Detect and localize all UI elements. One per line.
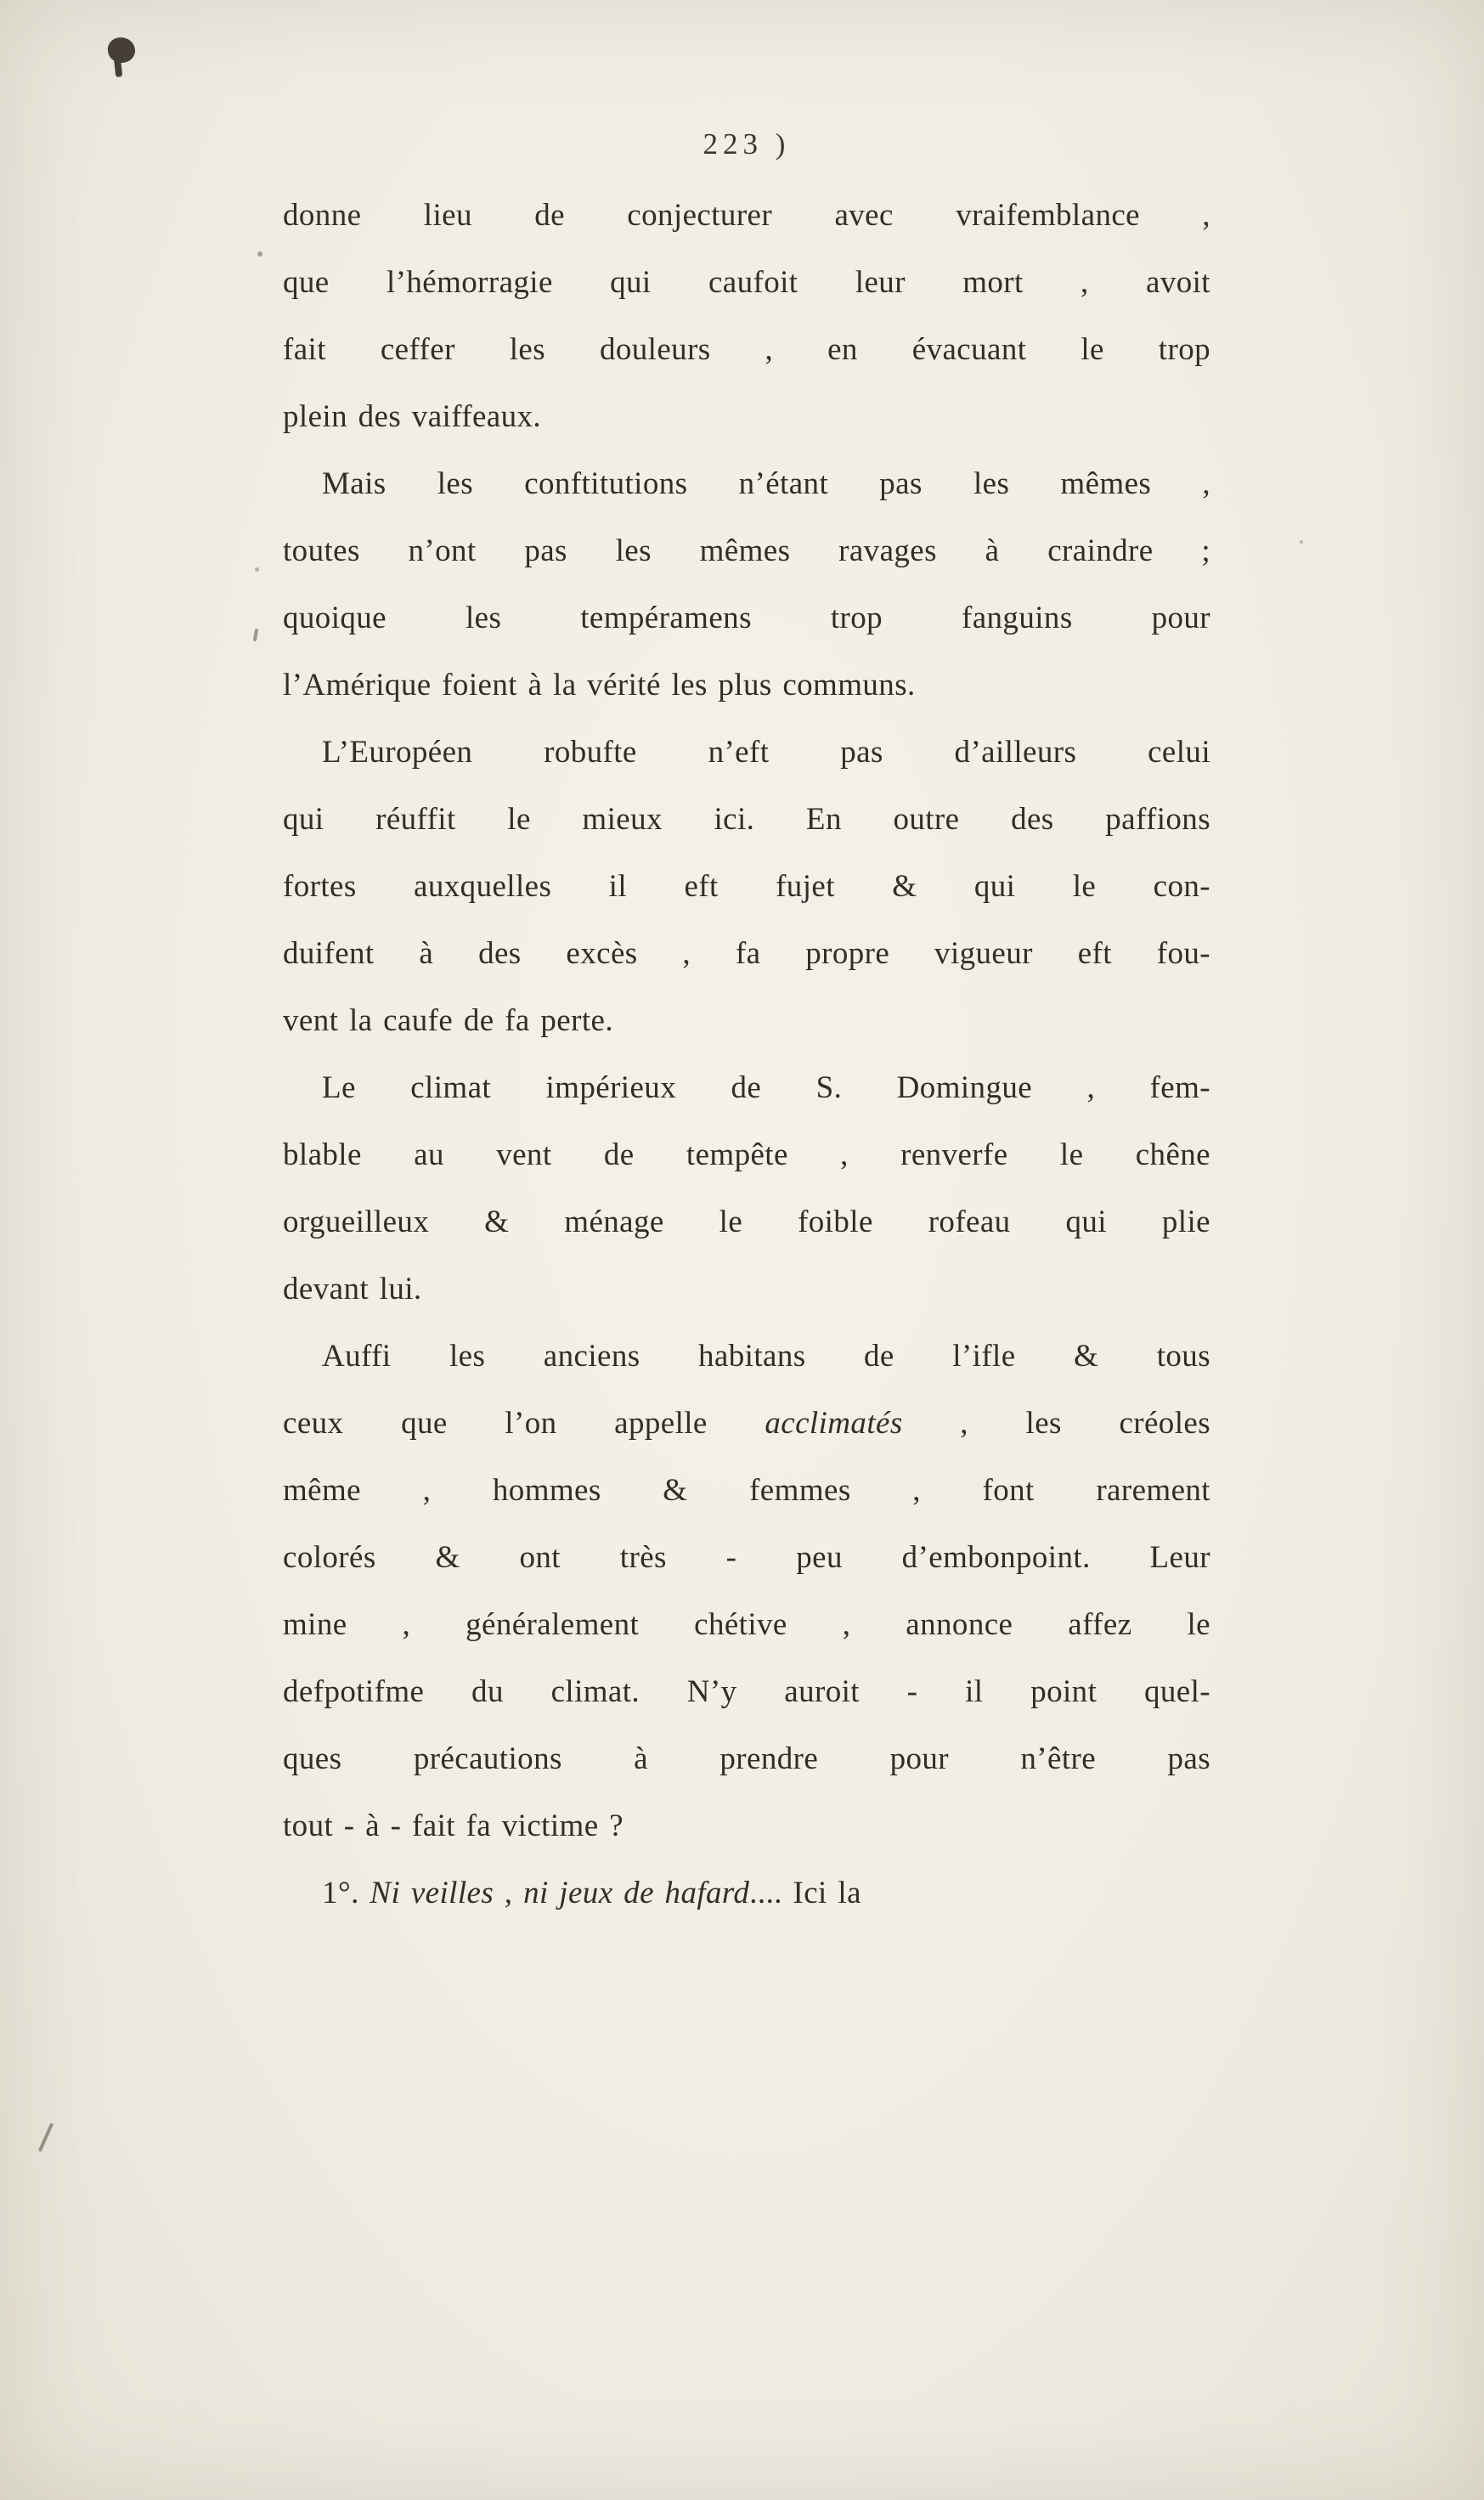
text-line xyxy=(283,920,1210,987)
text-segment: Le climat impérieux de S. Domingue , fem- xyxy=(322,1070,1210,1105)
text-segment: fortes auxquelles il eft fujet & qui le con- xyxy=(283,869,1210,904)
text-segment: l’Amérique foient à la vérité les plus communs. xyxy=(283,668,916,703)
text-segment: duifent à des excès , fa propre vigueur eft fou- xyxy=(283,936,1210,971)
text-segment: même , hommes & femmes , font rarement xyxy=(283,1473,1210,1508)
text-segment: ques précautions à prendre pour n’être pas xyxy=(283,1741,1210,1776)
text-segment: Mais les conftitutions n’étant pas les mêmes , xyxy=(322,466,1210,501)
text-segment: qui réuffit le mieux ici. En outre des paffions xyxy=(283,802,1210,837)
text-line xyxy=(283,853,1210,920)
text-segment: colorés & ont très - peu d’embonpoint. Leur xyxy=(283,1540,1210,1575)
text-line xyxy=(283,719,1210,786)
text-line xyxy=(283,1591,1210,1658)
text-line xyxy=(283,1121,1210,1188)
text-line xyxy=(283,1859,1210,1927)
text-segment: toutes n’ont pas les mêmes ravages à craindre ; xyxy=(283,533,1210,568)
text-segment: orgueilleux & ménage le foible rofeau qui plie xyxy=(283,1205,1210,1239)
margin-speck xyxy=(255,567,259,572)
text-line xyxy=(283,1725,1210,1792)
text-line xyxy=(283,1524,1210,1591)
paragraphs xyxy=(283,182,1210,1927)
text-line xyxy=(283,1256,1210,1323)
text-segment: quoique les tempéramens trop fanguins pour xyxy=(283,601,1210,635)
text-line xyxy=(283,1792,1210,1859)
text-line xyxy=(283,1323,1210,1390)
text-line xyxy=(283,450,1210,517)
text-line xyxy=(283,786,1210,853)
text-segment: Auffi les anciens habitans de l’ifle & tous xyxy=(322,1339,1210,1374)
text-segment: mine , généralement chétive , annonce affez le xyxy=(283,1607,1210,1642)
text-segment: donne lieu de conjecturer avec vraifemblance , xyxy=(283,198,1210,233)
margin-slash-mark xyxy=(38,2123,54,2153)
text-line xyxy=(283,1188,1210,1256)
text-segment: devant lui. xyxy=(283,1272,422,1306)
ink-blot-mark xyxy=(107,36,137,64)
italic-text-segment: acclimatés xyxy=(765,1406,903,1441)
text-segment: blable au vent de tempête , renverfe le chêne xyxy=(283,1137,1210,1172)
text-line xyxy=(283,584,1210,652)
text-line xyxy=(283,182,1210,249)
text-line xyxy=(283,1457,1210,1524)
margin-tick-mark xyxy=(253,629,259,641)
page-number: 223 ) xyxy=(703,127,791,161)
text-segment: 1°. xyxy=(322,1876,370,1910)
text-segment: que l’hémorragie qui caufoit leur mort , avoit xyxy=(283,265,1210,300)
text-segment: plein des vaiffeaux. xyxy=(283,399,542,434)
italic-text-segment: Ni veilles , ni jeux de hafard xyxy=(370,1876,750,1910)
text-segment: tout - à - fait fa victime ? xyxy=(283,1809,624,1843)
text-line xyxy=(283,987,1210,1054)
paragraph xyxy=(283,182,1210,450)
text-line xyxy=(283,316,1210,383)
text-segment: , les créoles xyxy=(902,1406,1211,1441)
text-line xyxy=(283,1054,1210,1121)
text-line xyxy=(283,652,1210,719)
text-segment: fait ceffer les douleurs , en évacuant le trop xyxy=(283,332,1210,367)
text-block xyxy=(283,127,1210,1927)
text-segment: ceux que l’on appelle xyxy=(283,1406,765,1441)
text-line xyxy=(283,249,1210,316)
paragraph xyxy=(283,450,1210,719)
text-segment: L’Européen robufte n’eft pas d’ailleurs celui xyxy=(322,735,1210,770)
text-line xyxy=(283,1390,1210,1457)
text-segment: vent la caufe de fa perte. xyxy=(283,1003,614,1038)
paragraph xyxy=(283,1323,1210,1859)
paragraph xyxy=(283,719,1210,1054)
text-line xyxy=(283,383,1210,450)
text-segment: defpotifme du climat. N’y auroit - il point quel- xyxy=(283,1674,1210,1709)
text-segment: .... Ici la xyxy=(749,1876,861,1910)
paragraph xyxy=(283,1859,1210,1927)
text-line xyxy=(283,1658,1210,1725)
paragraph xyxy=(283,1054,1210,1323)
margin-speck xyxy=(1300,540,1303,544)
text-line xyxy=(283,517,1210,584)
margin-speck xyxy=(257,251,262,257)
